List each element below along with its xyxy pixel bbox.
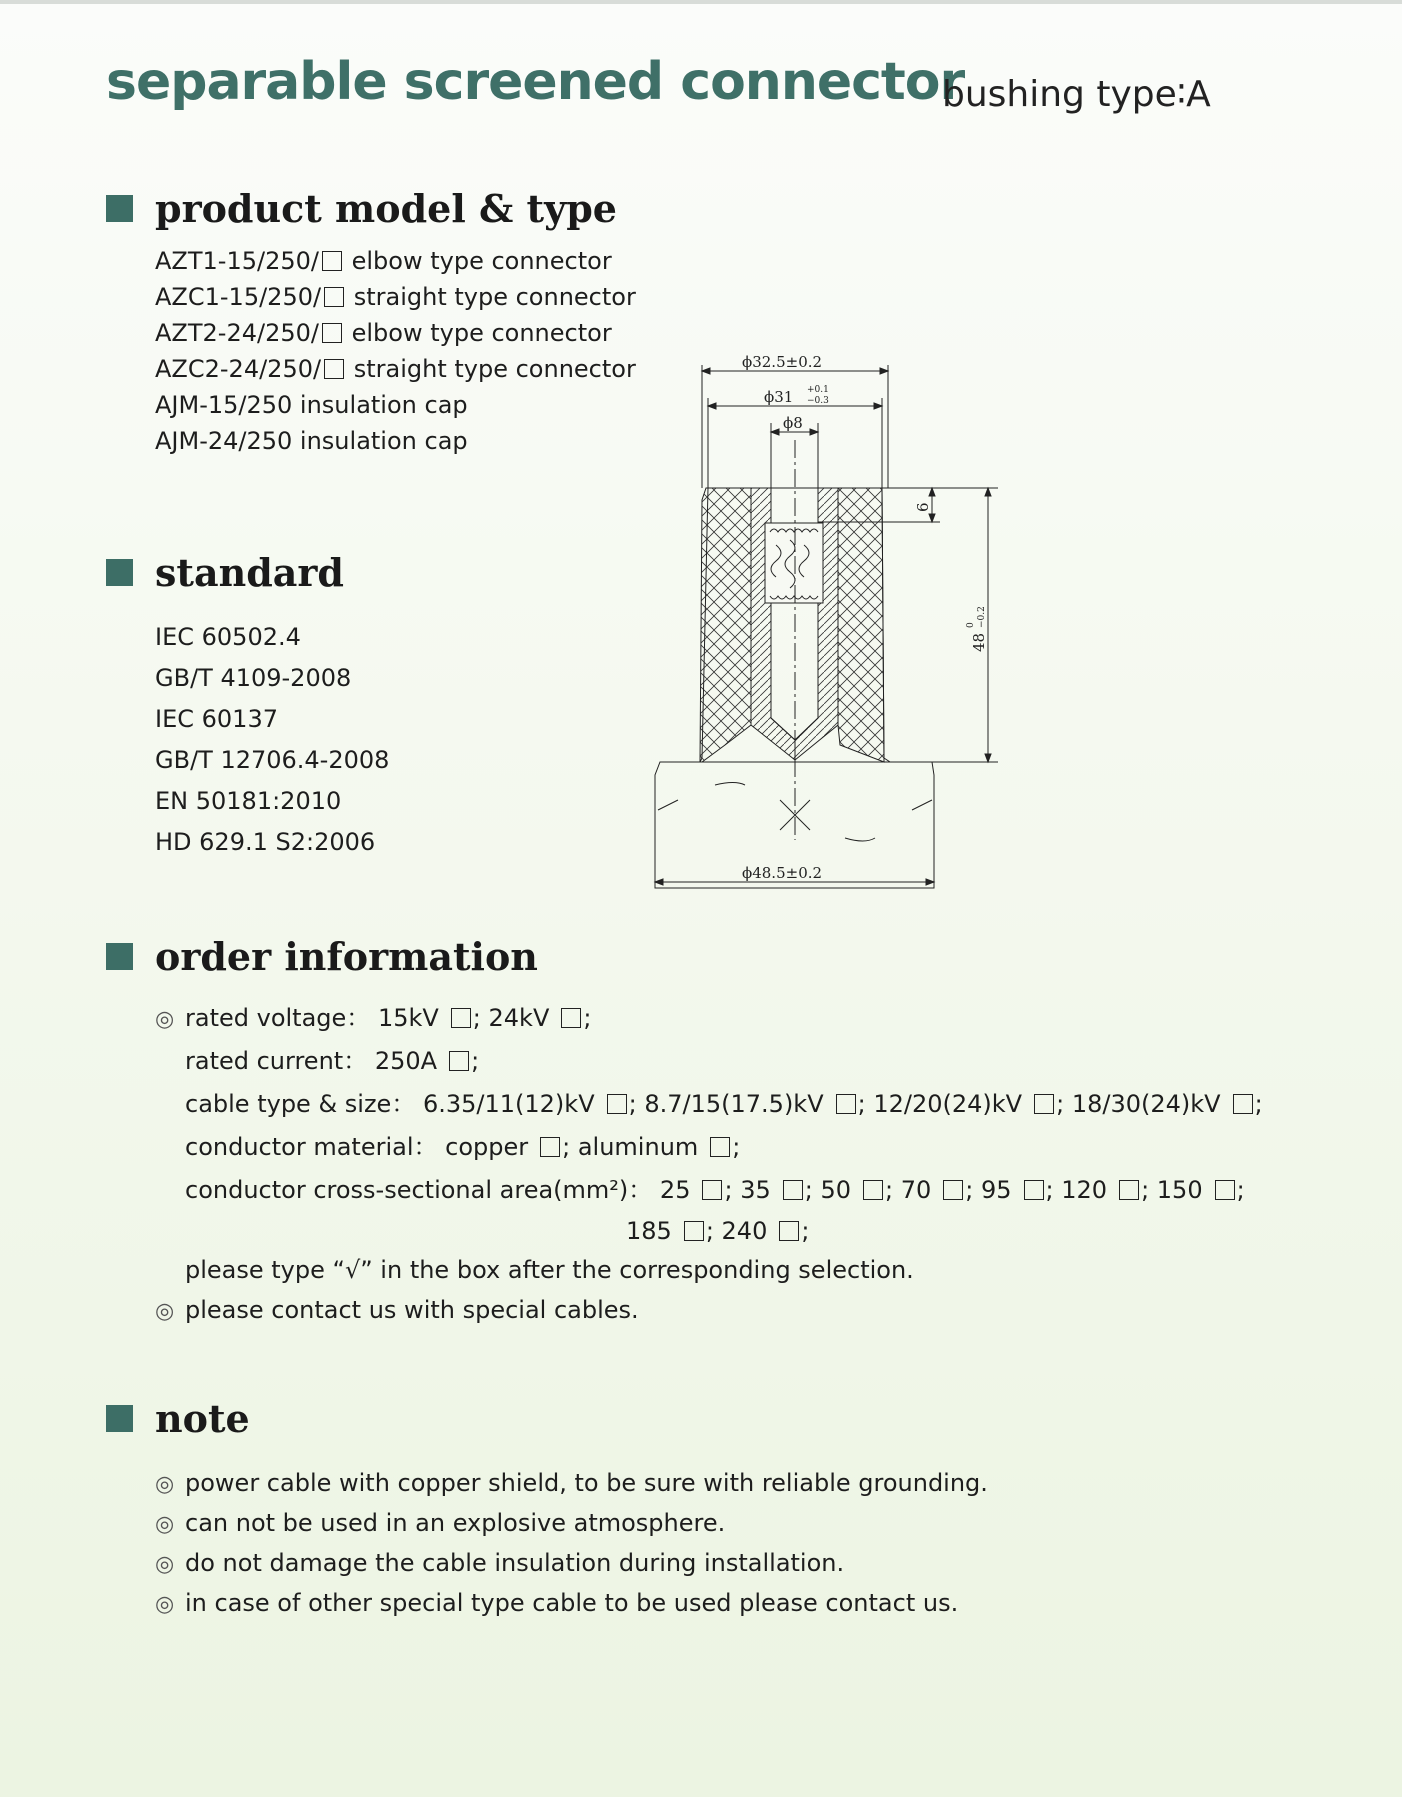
page-title: separable screened connector [106, 52, 965, 112]
rated-voltage-row: ◎ rated voltage： 15kV ; 24kV ; [155, 997, 1263, 1040]
model-desc: elbow type connector [351, 319, 612, 347]
dim-inner-tol-lower: −0.3 [807, 396, 829, 406]
option-label: aluminum [577, 1133, 699, 1161]
dim-base-diameter: ϕ48.5±0.2 [742, 864, 823, 882]
dim-inner-tol-upper: +0.1 [807, 385, 829, 395]
field-label: conductor material： [185, 1133, 438, 1161]
dim-height: 48 [970, 632, 988, 652]
circle-bullet-icon: ◎ [155, 1472, 175, 1497]
model-desc: straight type connector [353, 283, 636, 311]
option-label: 24kV [488, 1004, 550, 1032]
section-heading: order information [155, 934, 538, 979]
note-text: power cable with copper shield, to be sure with reliable grounding. [185, 1469, 988, 1497]
model-code: AJM-15/250 insulation cap [155, 391, 468, 419]
standard-item: GB/T 4109-2008 [155, 664, 352, 692]
circle-bullet-icon: ◎ [155, 1512, 175, 1537]
circle-bullet-icon: ◎ [155, 1299, 175, 1324]
model-code: AZC2-24/250/ [155, 355, 322, 383]
standard-item: EN 50181:2010 [155, 787, 342, 815]
note-text: do not damage the cable insulation during installation. [185, 1549, 845, 1577]
cross-section-row-2: 185 ; 240 ; [626, 1217, 810, 1245]
option-label: 15kV [377, 1004, 439, 1032]
model-desc: straight type connector [353, 355, 636, 383]
circle-bullet-icon: ◎ [155, 1592, 175, 1617]
option-label: 12/20(24)kV [873, 1090, 1023, 1118]
field-label: cable type & size： [185, 1090, 416, 1118]
dim-outer-diameter: ϕ32.5±0.2 [742, 353, 823, 371]
option-label: 185 [626, 1217, 672, 1245]
model-code: AZC1-15/250/ [155, 283, 322, 311]
standard-item: IEC 60137 [155, 705, 278, 733]
option-label: 35 [740, 1176, 771, 1204]
contact-text: please contact us with special cables. [185, 1296, 639, 1324]
dim-top-offset: 6 [914, 502, 932, 512]
circle-bullet-icon: ◎ [155, 1552, 175, 1577]
section-heading: standard [155, 550, 344, 595]
bushing-type-label: bushing type∶A [942, 74, 1211, 115]
option-label: copper [445, 1133, 529, 1161]
option-label: 150 [1156, 1176, 1203, 1204]
model-code: AZT2-24/250/ [155, 319, 319, 347]
dim-inner-diameter: ϕ31 [764, 388, 794, 406]
field-label: rated current： [185, 1047, 368, 1075]
model-desc: elbow type connector [351, 247, 612, 275]
option-label: 95 [980, 1176, 1012, 1204]
model-code: AZT1-15/250/ [155, 247, 319, 275]
dim-bore-diameter: ϕ8 [783, 414, 803, 432]
option-label: 8.7/15(17.5)kV [644, 1090, 824, 1118]
section-heading: product model & type [155, 186, 617, 231]
instruction-text: please type “√” in the box after the corresponding selection. [185, 1256, 914, 1284]
conductor-material-row: conductor material： copper ; aluminum ; [185, 1133, 741, 1161]
insulation-left-hatch [700, 488, 751, 762]
note-text: in case of other special type cable to be used please contact us. [185, 1589, 959, 1617]
insulation-right-hatch [838, 488, 884, 762]
option-label: 70 [900, 1176, 932, 1204]
model-code: AJM-24/250 insulation cap [155, 427, 468, 455]
cross-section-row: conductor cross-sectional area(mm²)： 25 ; 35 ; 50 ; 70 ; 95 ; 120 ; 150 ; [185, 1176, 1245, 1204]
standard-item: GB/T 12706.4-2008 [155, 746, 390, 774]
option-label: 50 [820, 1176, 851, 1204]
option-label: 120 [1061, 1176, 1108, 1204]
rated-current-row: rated current： 250A ; [185, 1047, 480, 1075]
dim-height-tol-lower: −0.2 [977, 606, 987, 628]
standard-item: HD 629.1 S2:2006 [155, 828, 376, 856]
field-label: rated voltage： [185, 1004, 371, 1032]
option-label: 240 [721, 1217, 768, 1245]
cable-type-row: cable type & size： 6.35/11(12)kV ; 8.7/15(17.5)kV ; 12/20(24)kV ; 18/30(24)kV ; [185, 1090, 1263, 1118]
standard-item: IEC 60502.4 [155, 623, 301, 651]
dim-height-tol-upper: 0 [966, 622, 976, 628]
field-label: conductor cross-sectional area(mm²)： [185, 1176, 653, 1204]
option-label: 250A [374, 1047, 438, 1075]
option-label: 6.35/11(12)kV [422, 1090, 595, 1118]
option-label: 18/30(24)kV [1071, 1090, 1221, 1118]
section-heading: note [155, 1396, 250, 1441]
option-label: 25 [659, 1176, 691, 1204]
circle-bullet-icon: ◎ [155, 1007, 175, 1032]
note-text: can not be used in an explosive atmosphere. [185, 1509, 726, 1537]
